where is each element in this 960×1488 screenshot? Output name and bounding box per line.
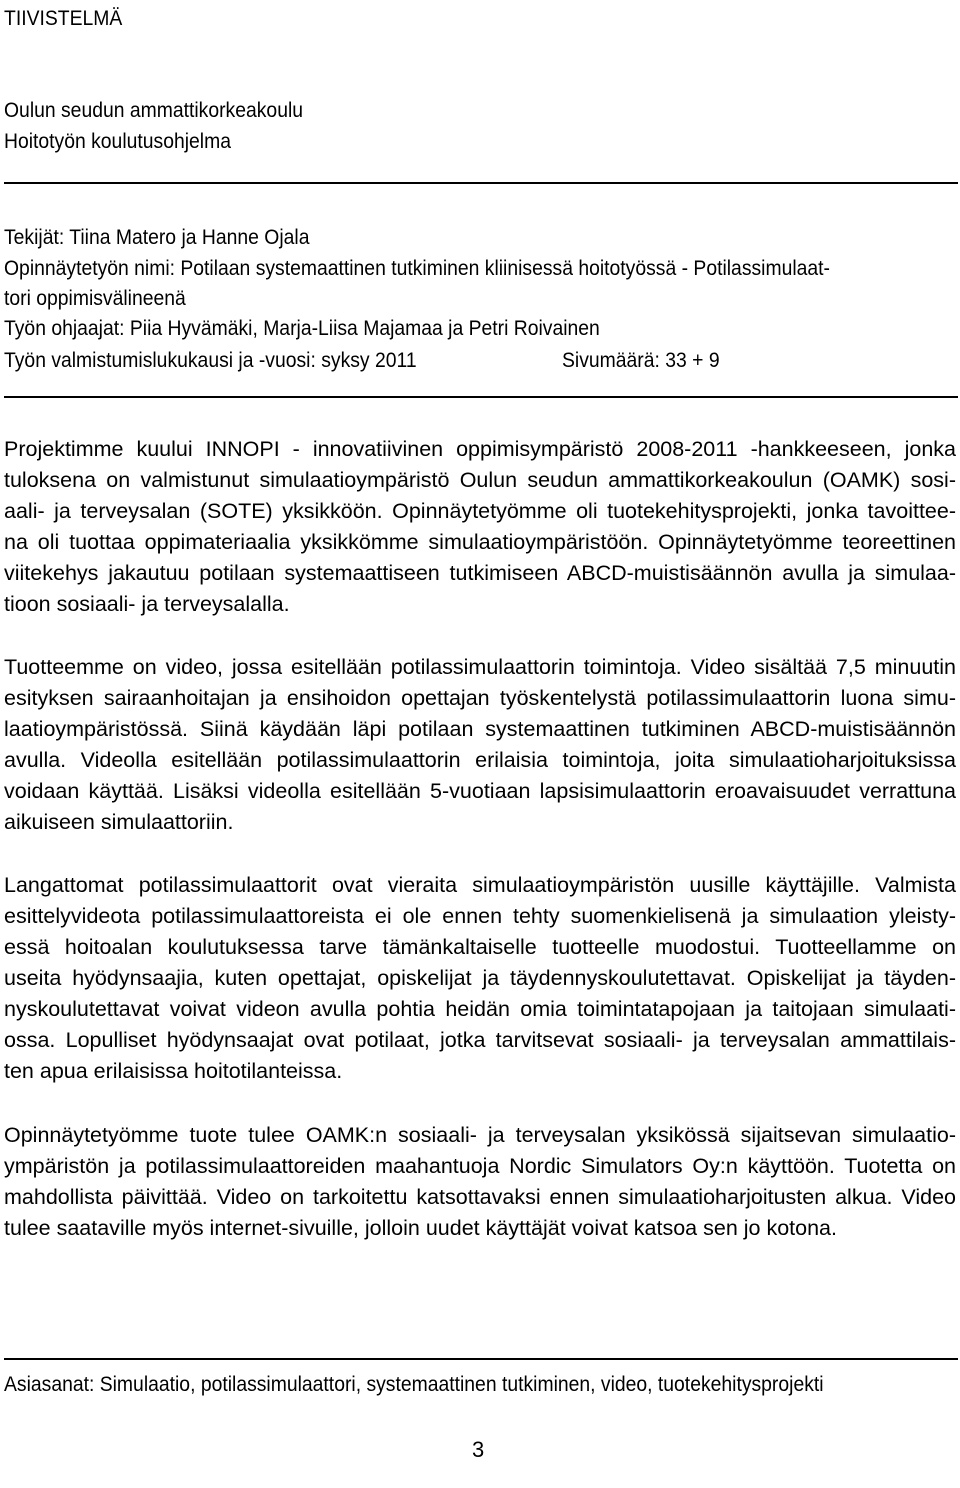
paragraph-line: useita hyödynsaajia, kuten opettajat, opiskelijat ja täydennyskoulutettavat. Opiskelijat ja täyden- <box>4 966 956 990</box>
paragraph-line: esityksen sairaanhoitajan ja ensihoidon opettajan työskentelystä potilassimulaattorin luona simu- <box>4 686 956 710</box>
paragraph-line: laatioympäristössä. Siinä käydään läpi potilaan systemaattinen tutkiminen ABCD-muistisäännön <box>4 717 956 741</box>
paragraph-line: tulee saataville myös internet-sivuille, jolloin uudet käyttäjät voivat katsoa sen jo kotona. <box>4 1216 837 1240</box>
paragraph-line: essä hoitoalan koulutuksessa tarve tämänkaltaiselle tuotteelle muodostui. Tuotteellamme on <box>4 935 956 959</box>
divider-bottom <box>4 1358 958 1360</box>
thesis-title-line-2: tori oppimisvälineenä <box>4 286 186 310</box>
page-number: 3 <box>472 1437 485 1462</box>
abstract-paragraph-2 <box>4 652 956 838</box>
paragraph-line: aikuiseen simulaattoriin. <box>4 810 234 834</box>
institution-name: Oulun seudun ammattikorkeakoulu <box>4 98 304 122</box>
paragraph-line: Opinnäytetyömme tuote tulee OAMK:n sosiaali- ja terveysalan yksikössä sijaitsevan simulaatio- <box>4 1123 956 1147</box>
paragraph-line: ten apua erilaisissa hoitotilanteissa. <box>4 1059 343 1083</box>
divider-middle <box>4 396 958 398</box>
abstract-paragraph-3 <box>4 870 956 1087</box>
paragraph-line: Langattomat potilassimulaattorit ovat vieraita simulaatioympäristön uusille käyttäjille. Valmista <box>4 873 956 897</box>
paragraph-line: tioon sosiaali- ja terveysalalla. <box>4 592 290 616</box>
abstract-paragraph-4 <box>4 1120 956 1244</box>
paragraph-line: ympäristön ja potilassimulaattoreiden maahantuoja Nordic Simulators Oy:n käyttöön. Tuotetta on <box>4 1154 956 1178</box>
abstract-paragraph-1 <box>4 434 956 620</box>
paragraph-line: esittelyvideota potilassimulaattoreista ei ole ennen tehty suomenkielisenä ja simulaation yleisty- <box>4 904 956 928</box>
paragraph-line: voidaan käyttää. Lisäksi videolla esitellään 5-vuotiaan lapsisimulaattorin eroavaisuudet verrattuna <box>4 779 956 803</box>
paragraph-line: Projektimme kuului INNOPI - innovatiivinen oppimisympäristö 2008-2011 -hankkeeseen, jonka <box>4 437 956 461</box>
completion-term: Työn valmistumislukukausi ja -vuosi: syksy 2011 <box>4 348 417 372</box>
paragraph-line: mahdollista päivittää. Video on tarkoitettu katsottavaksi ennen simulaatioharjoitusten alkua. Video <box>4 1185 956 1209</box>
supervisors: Työn ohjaajat: Piia Hyvämäki, Marja-Liisa Majamaa ja Petri Roivainen <box>4 316 600 340</box>
thesis-title-line-1: Opinnäytetyön nimi: Potilaan systemaattinen tutkiminen kliinisessä hoitotyössä - Potilassimulaat- <box>4 256 830 280</box>
page-count: Sivumäärä: 33 + 9 <box>562 348 720 372</box>
paragraph-line: viitekehys jakautuu potilaan systemaattiseen tutkimiseen ABCD-muistisäännön avulla ja simulaa- <box>4 561 956 585</box>
divider-top <box>4 182 958 184</box>
paragraph-line: tuloksena on valmistunut simulaatioympäristö Oulun seudun ammattikorkeakoulun (OAMK) sosi- <box>4 468 956 492</box>
authors: Tekijät: Tiina Matero ja Hanne Ojala <box>4 225 310 249</box>
paragraph-line: aali- ja terveysalan (SOTE) yksikköön. Opinnäytetyömme oli tuotekehitysprojekti, jonka tavoittee- <box>4 499 956 523</box>
paragraph-line: nyskoulutettavat voivat videon avulla pohtia heidän omia toimintatapojaan ja taitojaan simulaati- <box>4 997 956 1021</box>
program-name: Hoitotyön koulutusohjelma <box>4 129 231 153</box>
keywords: Asiasanat: Simulaatio, potilassimulaattori, systemaattinen tutkiminen, video, tuotekehitysprojekti <box>4 1372 824 1396</box>
paragraph-line: avulla. Videolla esitellään potilassimulaattorin erilaisia toimintoja, joita simulaatioharjoituksissa <box>4 748 956 772</box>
paragraph-line: ossa. Lopulliset hyödynsaajat ovat potilaat, jotka tarvitsevat sosiaali- ja terveysalan ammattilais- <box>4 1028 956 1052</box>
paragraph-line: na oli tuottaa oppimateriaalia yksikkömme simulaatioympäristöön. Opinnäytetyömme teoreettinen <box>4 530 956 554</box>
page-heading: TIIVISTELMÄ <box>4 6 123 30</box>
paragraph-line: Tuotteemme on video, jossa esitellään potilassimulaattorin toimintoja. Video sisältää 7,5 minuutin <box>4 655 956 679</box>
